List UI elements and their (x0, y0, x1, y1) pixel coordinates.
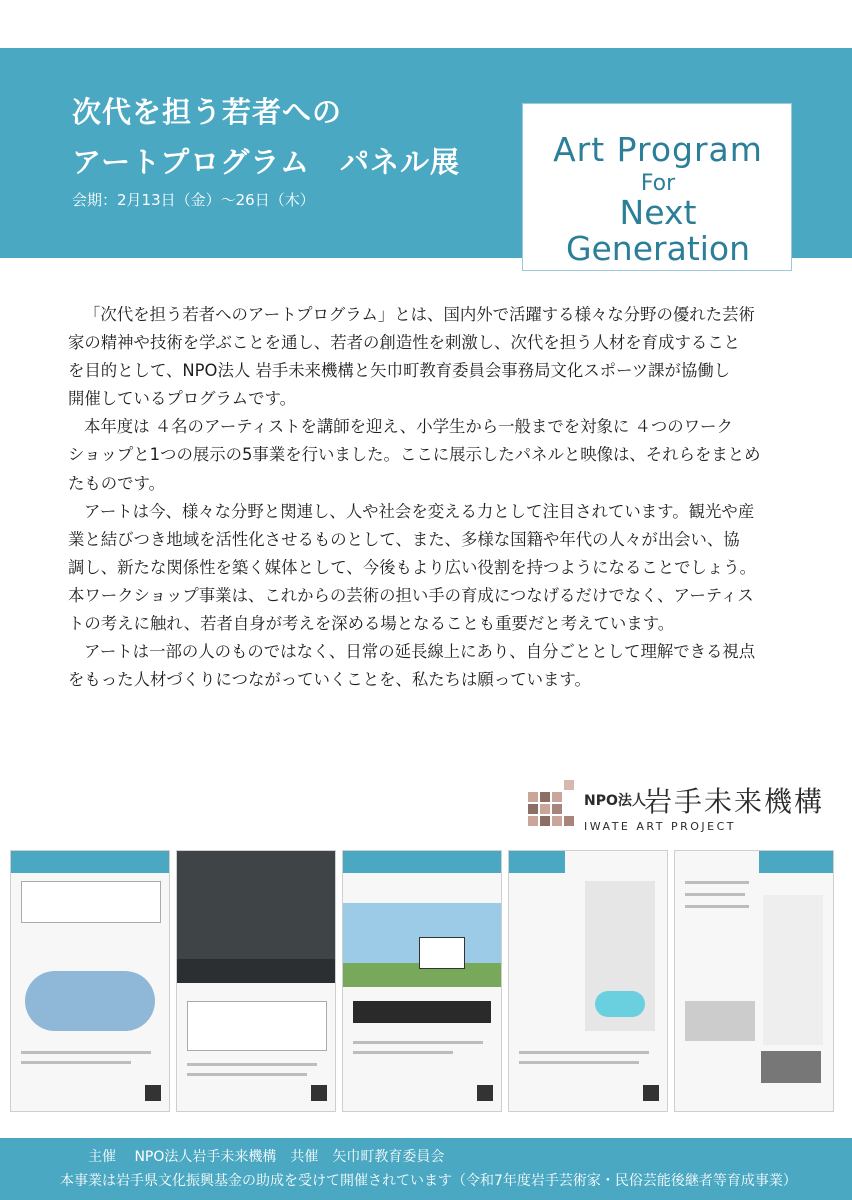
footer-band (0, 1138, 852, 1200)
logo-name-en: IWATE ART PROJECT (584, 820, 736, 833)
logo-npo-label: NPO法人 (584, 793, 646, 809)
badge-line-2: For (640, 171, 676, 196)
panel-thumbnail (342, 850, 502, 1112)
footer-funding-note: 本事業は岩手県文化振興基金の助成を受けて開催されています（令和7年度岩手芸術家・民俗芸能後継者等育成事業） (60, 1173, 797, 1189)
body-line: アートは今、様々な分野と関連し、人や社会を変える力として注目されています。観光や産 (84, 501, 755, 521)
body-line: たものです。 (68, 473, 166, 493)
logo-name-jp: 岩手未来機構 (644, 785, 825, 818)
body-line: 調し、新たな関係性を築く媒体として、今後もより広い役割を持つようになることでしょう。 (68, 557, 757, 577)
panel-thumbnail (176, 850, 336, 1112)
body-line: アートは一部の人のものではなく、日常の延長線上にあり、自分ごととして理解できる視点 (84, 642, 756, 662)
organizer-logo (528, 778, 825, 838)
logo-mark-icon (528, 778, 574, 832)
badge-line-4: Generation (565, 229, 751, 268)
body-line: ショップと1つの展示の5事業を行いました。ここに展示したパネルと映像は、それらをまとめ (68, 445, 761, 465)
title-line-2: アートプログラム パネル展 (72, 145, 460, 179)
badge-line-3: Next (619, 193, 697, 232)
badge-line-1: Art Program (553, 130, 763, 169)
description-body (68, 301, 786, 694)
title-line-1: 次代を担う若者への (72, 95, 343, 129)
body-line: をもった人材づくりにつながっていくことを、私たちは願っています。 (68, 670, 591, 690)
body-line: を目的として、NPO法人 岩手未来機構と矢巾町教育委員会事務局文化スポーツ課が協働し (68, 361, 731, 381)
panel-thumbnail (508, 850, 668, 1112)
body-line: 本年度は ４名のアーティストを講師を迎え、小学生から一般までを対象に ４つのワーク (84, 417, 733, 437)
body-line: 本ワークショップ事業は、これからの芸術の担い手の育成につなげるだけでなく、アーティス (68, 585, 754, 605)
top-margin (0, 0, 852, 48)
body-line: トの考えに触れ、若者自身が考えを深める場となることも重要だと考えています。 (68, 614, 675, 634)
panel-thumbnails (0, 850, 852, 1130)
body-line: 業と結びつき地域を活性化させるものとして、また、多様な国籍や年代の人々が出会い、協 (68, 529, 740, 549)
body-line: 「次代を担う若者へのアートプログラム」とは、国内外で活躍する様々な分野の優れた芸術 (84, 305, 755, 324)
panel-thumbnail (674, 850, 834, 1112)
art-program-badge (522, 103, 792, 271)
footer-organizers: 主催 NPO法人岩手未来機構 共催 矢巾町教育委員会 (88, 1149, 445, 1165)
exhibition-period: 会期：2月13日（金）～26日（木） (72, 191, 315, 209)
body-line: 家の精神や技術を学ぶことを通し、若者の創造性を刺激し、次代を担う人材を育成すること (68, 333, 741, 353)
body-line: 開催しているプログラムです。 (68, 389, 296, 409)
panel-thumbnail (10, 850, 170, 1112)
